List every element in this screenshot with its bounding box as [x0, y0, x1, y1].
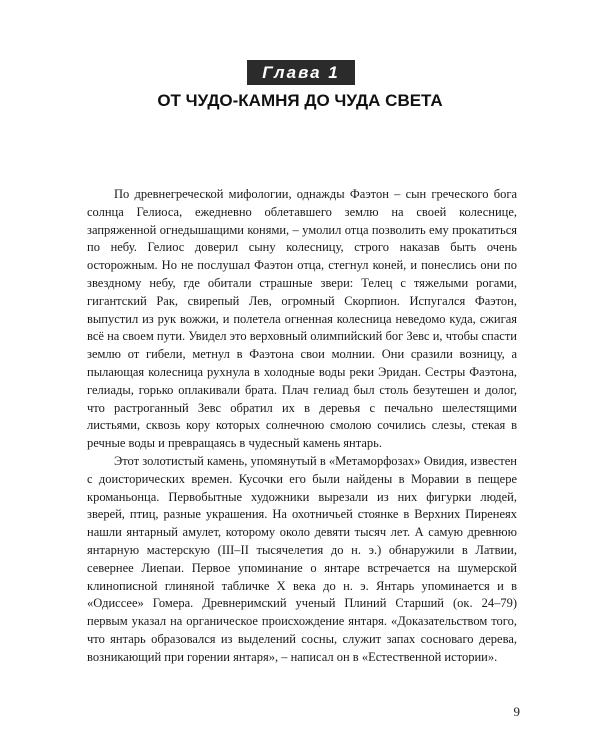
paragraph-myth: По древнегреческой мифологии, однажды Фаэтон – сын греческого бога солнца Гелиоса, ежедневно облетавшего землю на своей колеснице, запряженной огнедышащими конями, – умолил отца позволить ему прокатиться по небу. Гелиос доверил сыну колесницу, строго наказав быть очень осторожным. Но не послушал Фаэтон отца, стегнул коней, и понеслись они по звездному небу, где обитали страшные звери: Телец с тяжелыми рогами, гигантский Рак, свирепый Лев, огромный Скорпион. Испугался Фаэтон, выпустил из рук вожжи, и полетела огненная колесница неведомо куда, сжигая всё на своем пути. Увидел это верховный олимпийский бог Зевс и, чтобы спасти землю от гибели, метнул в Фаэтона свои молнии. Они сразили возницу, а пылающая колесница рухнула в холодные воды реки Эридан. Сестры Фаэтона, гелиады, горько оплакивали брата. Плач гелиад был столь безутешен и долог, что растроганный Зевс обратил их в деревья с печально шелестящими листьями, сквозь кору которых солнечною смолою сочились слезы, стекая в речные воды и превращаясь в чудесный камень янтарь. — [87, 187, 517, 451]
body-text — [87, 186, 517, 667]
page-number: 9 — [513, 704, 520, 719]
chapter-label: Глава 1 — [247, 60, 355, 85]
chapter-title: ОТ ЧУДО-КАМНЯ ДО ЧУДА СВЕТА — [157, 91, 443, 110]
paragraph-history: Этот золотистый камень, упомянутый в «Метаморфозах» Овидия, известен с доисторических времен. Кусочки его были найдены в Моравии в пещере кроманьонца. Первобытные художники вырезали из них фигурки людей, зверей, птиц, разные украшения. На охотничьей стоянке в Верхних Пиренеях нашли янтарный амулет, которому около девяти тысяч лет. А самую древнюю янтарную мастерскую (III–II тысячелетия до н. э.) обнаружили в Латвии, севернее Лиепаи. Первое упоминание о янтаре встречается на шумерской клинописной глиняной табличке X века до н. э. Янтарь упоминается и в «Одиссее» Гомера. Древнеримский ученый Плиний Старший (ок. 24–79) первым указал на органическое происхождение янтаря. «Доказательством того, что янтарь образовался из выделений сосны, служит запах сосноваго дерева, возникающий при горении янтаря», – написал он в «Естественной истории». — [87, 453, 517, 664]
